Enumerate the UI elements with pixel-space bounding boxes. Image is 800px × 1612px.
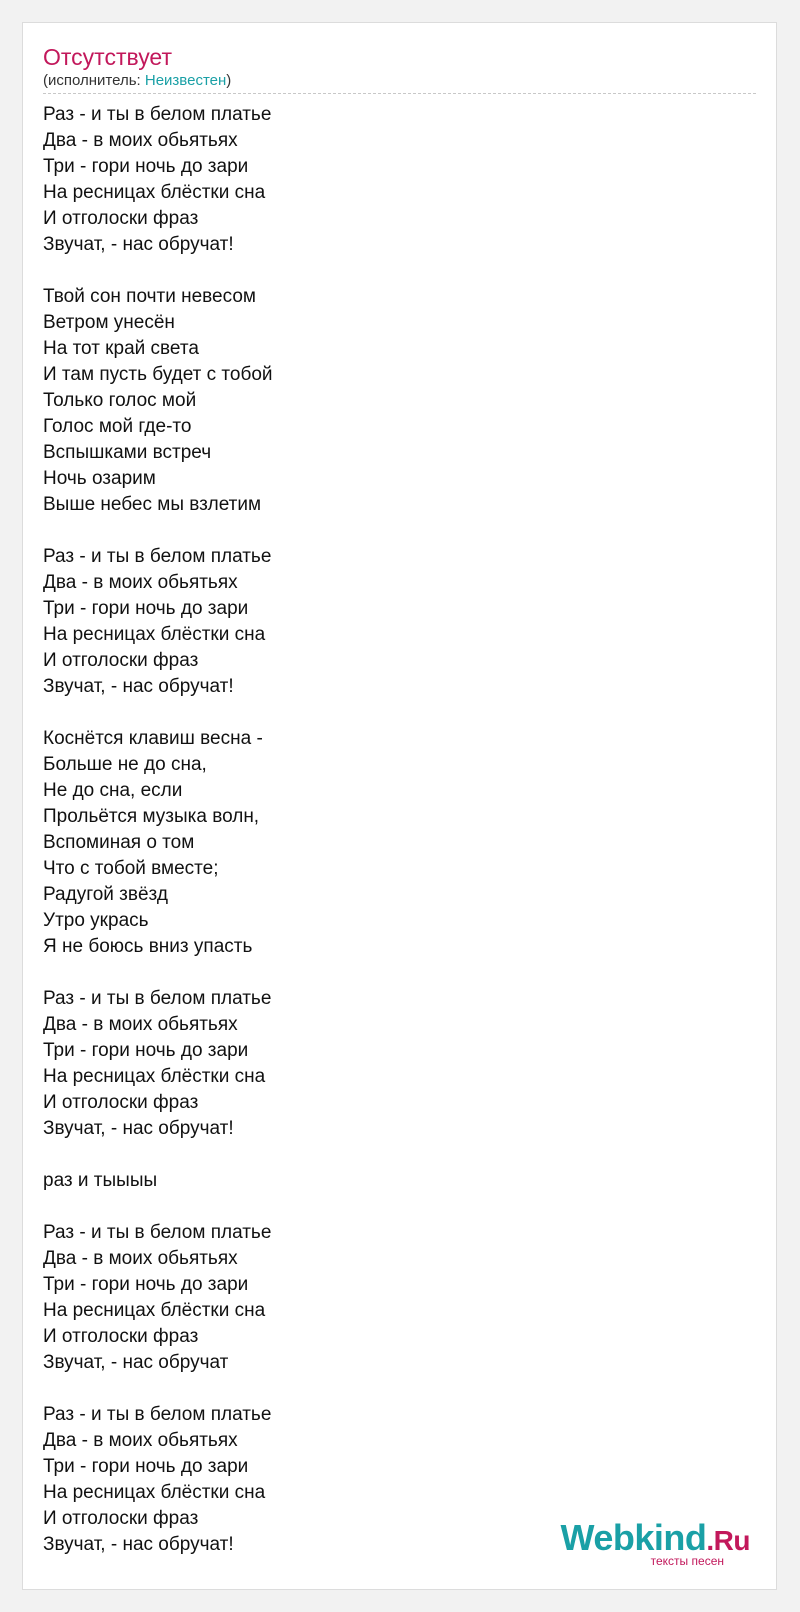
lyrics-stanza [43, 726, 273, 960]
site-logo[interactable] [560, 1517, 750, 1568]
lyric-line: Три - гори ночь до зари [43, 1040, 249, 1061]
lyric-line: Раз - и ты в белом платье [43, 988, 272, 1009]
lyric-line: Звучат, - нас обручат! [43, 1118, 234, 1139]
lyric-line: Вспоминая о том [43, 832, 195, 853]
lyric-line: И отголоски фраз [43, 1508, 199, 1529]
lyric-line: Два - в моих обьятьях [43, 1430, 238, 1451]
lyric-line: Два - в моих обьятьях [43, 1014, 238, 1035]
lyric-line: Радугой звёзд [43, 884, 168, 905]
lyric-line: Твой сон почти невесом [43, 286, 256, 307]
lyric-line: На ресницах блёстки сна [43, 1300, 266, 1321]
artist-line [43, 72, 231, 90]
lyric-line: На ресницах блёстки сна [43, 1066, 266, 1087]
lyric-line: Два - в моих обьятьях [43, 1248, 238, 1269]
lyric-line: Три - гори ночь до зари [43, 156, 249, 177]
logo-tld: .Ru [706, 1525, 750, 1556]
lyric-line: Раз - и ты в белом платье [43, 546, 272, 567]
lyrics-stanza [43, 1220, 273, 1376]
lyrics-stanza [43, 544, 273, 700]
lyric-line: Прольётся музыка волн, [43, 806, 260, 827]
lyric-line: Звучат, - нас обручат [43, 1352, 229, 1373]
lyrics-card [22, 22, 777, 1590]
lyric-line: Что с тобой вместе; [43, 858, 219, 879]
lyric-line: Голос мой где-то [43, 416, 192, 437]
lyrics-stanza [43, 986, 273, 1142]
lyric-line: И отголоски фраз [43, 1092, 199, 1113]
lyric-line: И отголоски фраз [43, 1326, 199, 1347]
lyric-line: Три - гори ночь до зари [43, 598, 249, 619]
lyrics-stanza [43, 1168, 273, 1194]
lyric-line: На ресницах блёстки сна [43, 182, 266, 203]
logo-tagline: тексты песен [650, 1554, 724, 1568]
lyric-line: Два - в моих обьятьях [43, 130, 238, 151]
lyric-line: Вспышками встреч [43, 442, 212, 463]
lyric-line: На ресницах блёстки сна [43, 624, 266, 645]
lyric-line: Утро укрась [43, 910, 149, 931]
lyric-line: Не до сна, если [43, 780, 183, 801]
artist-suffix: ) [226, 72, 232, 89]
lyrics-stanza [43, 102, 273, 258]
lyric-line: Коснётся клавиш весна - [43, 728, 263, 749]
lyrics-body [43, 102, 273, 1584]
lyrics-stanza [43, 284, 273, 518]
lyric-line: Я не боюсь вниз упасть [43, 936, 253, 957]
lyric-line: Звучат, - нас обручат! [43, 1534, 234, 1555]
logo-name: Webkind [560, 1517, 707, 1558]
lyric-line: раз и тыыыы [43, 1170, 158, 1191]
header-divider [43, 93, 756, 94]
lyric-line: Звучат, - нас обручат! [43, 676, 234, 697]
song-title: Отсутствует [43, 44, 172, 70]
lyric-line: На тот край света [43, 338, 199, 359]
lyric-line: Выше небес мы взлетим [43, 494, 262, 515]
lyric-line: И отголоски фраз [43, 650, 199, 671]
lyric-line: Раз - и ты в белом платье [43, 1404, 272, 1425]
lyric-line: И там пусть будет с тобой [43, 364, 273, 385]
artist-link[interactable]: Неизвестен [144, 72, 227, 89]
lyric-line: Больше не до сна, [43, 754, 207, 775]
lyric-line: Раз - и ты в белом платье [43, 104, 272, 125]
lyric-line: Ветром унесён [43, 312, 175, 333]
lyric-line: Два - в моих обьятьях [43, 572, 238, 593]
artist-prefix: (исполнитель: [43, 72, 145, 89]
lyric-line: Ночь озарим [43, 468, 156, 489]
lyric-line: Только голос мой [43, 390, 197, 411]
lyric-line: Три - гори ночь до зари [43, 1456, 249, 1477]
lyric-line: И отголоски фраз [43, 208, 199, 229]
lyric-line: Раз - и ты в белом платье [43, 1222, 272, 1243]
lyric-line: На ресницах блёстки сна [43, 1482, 266, 1503]
lyrics-stanza [43, 1402, 273, 1558]
lyric-line: Три - гори ночь до зари [43, 1274, 249, 1295]
lyric-line: Звучат, - нас обручат! [43, 234, 234, 255]
